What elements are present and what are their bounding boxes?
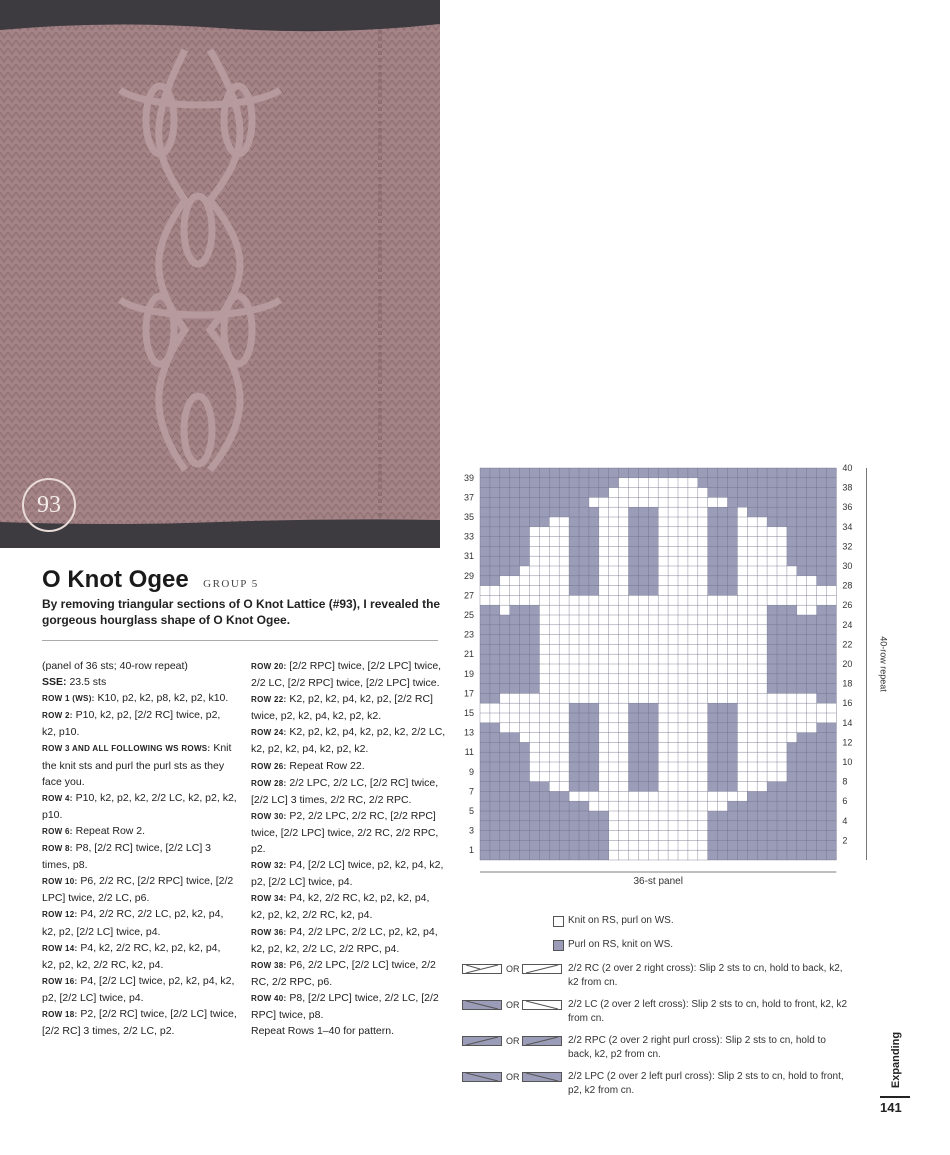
section-label: Expanding [890,1031,903,1089]
row-text: Repeat Row 2. [75,824,146,837]
row-number-right: 2 [842,835,848,846]
row-label: ROW 38: [251,960,287,970]
row-number-right: 34 [842,521,853,532]
purl-column [767,605,797,693]
legend-rc-text: 2/2 RC (2 over 2 right cross): Slip 2 sts to cn, hold to back, k2, k2 from cn. [568,963,843,988]
panel-info: (panel of 36 sts; 40-row repeat) [42,660,188,672]
lpc-alt-symbol-icon [522,1072,562,1082]
row-text: P2, 2/2 LPC, 2/2 RC, [2/2 RPC] twice, [2/2 LPC] twice, 2/2 RC, 2/2 RPC, p2. [251,809,439,856]
row-text: P8, [2/2 LPC] twice, 2/2 LC, [2/2 RPC] twice, p8. [251,991,439,1021]
row-text: K2, p2, k2, p4, k2, p2, k2, 2/2 LC, k2, p2, k2, p4, k2, p2, k2. [251,726,446,756]
row-number-right: 8 [842,776,848,787]
row-text: P8, [2/2 RC] twice, [2/2 LC] 3 times, p8. [42,842,212,872]
row-number-left: 27 [463,590,474,601]
row-number-left: 13 [463,727,474,738]
row-label: ROW 34: [251,894,287,904]
row-instruction [42,840,237,873]
lc-symbol-icon [462,1000,502,1010]
row-list-1 [42,690,237,1039]
legend-lpc-text: 2/2 LPC (2 over 2 left purl cross): Slip 2 sts to cn, hold to front, p2, k2 from cn. [568,1071,844,1096]
row-label: ROW 30: [251,811,287,821]
row-label: ROW 20: [251,662,287,671]
divider [42,640,438,641]
rc-symbol-icon [462,964,502,974]
legend-rpc-text: 2/2 RPC (2 over 2 right purl cross): Slip 2 sts to cn, hold to back, k2, p2 from cn. [568,1035,826,1060]
row-text: P6, 2/2 RC, [2/2 RPC] twice, [2/2 LPC] twice, 2/2 LC, p6. [42,875,234,905]
row-text: P4, k2, 2/2 RC, k2, p2, k2, p4, k2, p2, k2, 2/2 RC, k2, p4. [42,941,221,971]
row-number-left: 19 [463,668,474,679]
row-instruction [42,973,237,1006]
row-instruction [42,790,237,823]
row-instruction [42,690,237,707]
row-instruction [42,873,237,906]
row-number-right: 28 [842,580,853,591]
row-text: K10, p2, k2, p8, k2, p2, k10. [97,692,229,705]
row-number-right: 24 [842,619,853,630]
row-number-right: 18 [842,678,853,689]
group-label: GROUP 5 [203,578,259,590]
row-text: P4, [2/2 LC] twice, p2, k2, p4, k2, p2, [2/2 LC] twice, p4. [42,974,235,1004]
row-instruction [251,758,446,775]
row-number-left: 39 [463,472,474,483]
repeat-label: 40-row repeat [878,636,888,692]
row-number-left: 33 [463,531,474,542]
row-number-left: 35 [463,512,474,522]
row-text: K2, p2, k2, p4, k2, p2, [2/2 RC] twice, p2, k2, p4, k2, p2, k2. [251,693,433,723]
row-instruction [251,658,446,691]
sse-value: 23.5 sts [69,676,107,689]
lc-alt-symbol-icon [522,1000,562,1010]
row-number-right: 4 [842,815,848,826]
pattern-title: O Knot Ogee [42,566,189,593]
row-label: ROW 1 (WS): [42,694,95,704]
row-number-right: 22 [842,639,853,650]
row-number-right: 38 [842,482,853,493]
row-text: 2/2 LPC, 2/2 LC, [2/2 RC] twice, [2/2 LC] 3 times, 2/2 RC, 2/2 RPC. [251,776,439,806]
row-number-left: 25 [463,610,474,620]
row-label: ROW 6: [42,826,73,836]
row-number-right: 20 [842,659,853,669]
row-number-right: 14 [842,717,853,728]
row-instruction [251,724,446,757]
row-instruction [42,1006,237,1039]
row-text: P4, 2/2 LPC, 2/2 LC, p2, k2, p4, k2, p2, k2, 2/2 LC, 2/2 RPC, p4. [251,925,438,955]
row-number-left: 9 [468,766,474,777]
row-number-right: 32 [842,541,853,552]
purl-column [708,507,738,595]
knitted-swatch-image [0,0,440,548]
row-label: ROW 24: [251,728,287,738]
knitting-chart [458,462,888,897]
row-instruction [42,940,237,973]
purl-column [569,507,599,595]
swatch-photo [0,0,440,548]
row-label: ROW 4: [42,793,73,803]
row-list-2 [251,658,446,1023]
row-label: ROW 3 AND ALL FOLLOWING WS ROWS: [42,744,211,754]
pattern-description: By removing triangular sections of O Knot Lattice (#93), I revealed the gorgeous hourglass shape of O Knot Ogee. [42,597,441,627]
purl-column [510,605,540,693]
legend-purl-text: Purl on RS, knit on WS. [568,939,674,950]
row-number-right: 36 [842,502,853,513]
row-label: ROW 12: [42,910,78,920]
purl-column [569,703,599,791]
row-label: ROW 22: [251,695,287,705]
row-label: ROW 36: [251,927,287,937]
row-instruction [42,707,237,740]
row-text: Knit the knit sts and purl the purl sts as they face you. [42,742,232,788]
row-text: P4, [2/2 LC] twice, p2, k2, p4, k2, p2, [2/2 LC] twice, p4. [251,859,444,889]
row-number-right: 16 [842,698,853,709]
pattern-number-badge: 93 [22,478,76,532]
row-instruction [42,823,237,840]
repeat-note: Repeat Rows 1–40 for pattern. [251,1025,395,1038]
row-number-left: 17 [463,688,474,699]
rpc-symbol-icon [462,1036,502,1046]
row-label: ROW 40: [251,993,287,1003]
row-number-left: 23 [463,629,474,640]
row-number-left: 31 [463,551,474,562]
purl-column [629,507,659,595]
row-number-left: 37 [463,492,474,503]
rpc-alt-symbol-icon [522,1036,562,1046]
lpc-symbol-icon [462,1072,502,1082]
purl-swatch-icon [553,940,564,951]
row-number-right: 12 [842,737,853,748]
row-label: ROW 26: [251,761,287,771]
pattern-title-block [42,566,259,594]
row-label: ROW 8: [42,844,73,854]
row-number-left: 1 [468,845,474,856]
row-label: ROW 18: [42,1009,78,1019]
row-label: ROW 28: [251,778,287,788]
or-label: OR [506,1000,520,1010]
row-text: P10, k2, p2, k2, 2/2 LC, k2, p2, k2, p10. [42,791,237,821]
row-text: P4, k2, 2/2 RC, k2, p2, k2, p4, k2, p2, k2, 2/2 RC, k2, p4. [251,892,430,922]
page-rule [880,1096,910,1098]
row-label: ROW 2: [42,711,73,721]
row-instruction [42,740,237,789]
knit-swatch-icon [553,916,564,927]
row-number-left: 15 [463,708,474,718]
row-text: P2, [2/2 RC] twice, [2/2 LC] twice, [2/2 RC] 3 times, 2/2 LC, p2. [42,1007,237,1038]
row-label: ROW 14: [42,943,78,953]
purl-column [629,703,659,791]
instructions-column-1 [42,658,237,1039]
section-tab [890,1030,910,1100]
page-number: 141 [880,1100,902,1115]
instructions-column-2 [251,658,446,1039]
row-instruction [251,957,446,990]
purl-column [708,703,738,791]
row-text: Repeat Row 22. [289,759,365,772]
row-instruction [251,775,446,808]
row-number-left: 7 [468,786,474,797]
row-label: ROW 32: [251,861,287,871]
row-instruction [251,808,446,857]
row-instruction [251,924,446,957]
legend-lc-text: 2/2 LC (2 over 2 left cross): Slip 2 sts to cn, hold to front, k2, k2 from cn. [568,999,848,1024]
row-text: P6, 2/2 LPC, [2/2 LC] twice, 2/2 RC, 2/2 RPC, p6. [251,958,436,988]
row-instruction [251,691,446,724]
panel-label: 36-st panel [633,876,683,887]
row-number-left: 3 [468,825,474,836]
row-text: P10, k2, p2, [2/2 RC] twice, p2, k2, p10. [42,709,221,739]
row-instruction [42,906,237,939]
row-number-left: 11 [464,747,474,758]
row-number-right: 26 [842,600,853,611]
row-number-right: 6 [842,796,848,807]
row-number-left: 29 [463,570,474,581]
or-label: OR [506,1072,520,1082]
rc-alt-symbol-icon [522,964,562,974]
row-number-right: 30 [842,561,853,571]
or-label: OR [506,1036,520,1046]
row-number-left: 5 [468,806,474,816]
row-text: [2/2 RPC] twice, [2/2 LPC] twice, 2/2 LC, [2/2 RPC] twice, [2/2 LPC] twice. [251,660,442,690]
row-instruction [251,890,446,923]
or-label: OR [506,964,520,974]
row-number-right: 10 [842,757,853,767]
row-label: ROW 10: [42,877,78,887]
sse-label: SSE: [42,676,67,689]
row-label: ROW 16: [42,976,78,986]
sse-line [42,674,237,690]
row-number-right: 40 [842,463,853,473]
chart-grid [458,462,888,892]
legend-knit-text: Knit on RS, purl on WS. [568,915,674,926]
row-text: P4, 2/2 RC, 2/2 LC, p2, k2, p4, k2, p2, [2/2 LC] twice, p4. [42,908,224,938]
row-instruction [251,857,446,890]
row-number-left: 21 [463,649,474,660]
row-instruction [251,990,446,1023]
